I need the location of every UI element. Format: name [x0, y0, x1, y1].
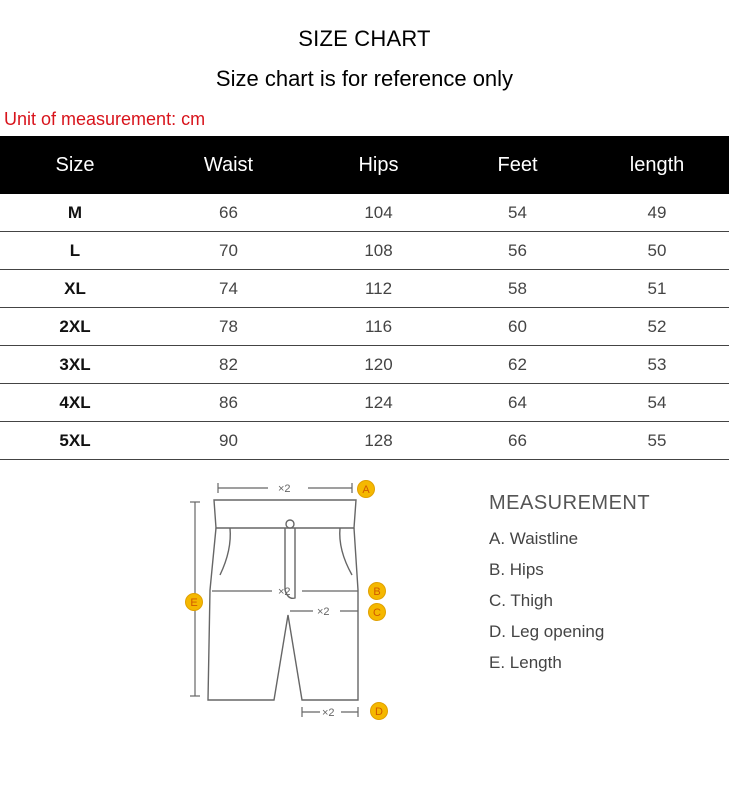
cell-hips: 120: [307, 346, 450, 384]
legend-item-leg-opening: D. Leg opening: [489, 622, 605, 641]
waistband-shape: [214, 500, 356, 528]
column-header-size: Size: [0, 136, 150, 194]
table-row: [0, 308, 729, 346]
table-row: [0, 384, 729, 422]
cell-size: M: [0, 194, 150, 232]
table-row: [0, 194, 729, 232]
cell-hips: 128: [307, 422, 450, 460]
size-table: [0, 136, 729, 460]
cell-waist: 86: [150, 384, 307, 422]
column-header-length: length: [585, 136, 729, 194]
right-pocket-line: [340, 528, 352, 575]
table-row: [0, 232, 729, 270]
cell-hips: 116: [307, 308, 450, 346]
cell-hips: 112: [307, 270, 450, 308]
button-shape: [286, 520, 294, 528]
cell-waist: 90: [150, 422, 307, 460]
cell-hips: 124: [307, 384, 450, 422]
svg-text:B: B: [373, 586, 381, 598]
table-row: [0, 422, 729, 460]
cell-waist: 78: [150, 308, 307, 346]
cell-feet: 66: [450, 422, 585, 460]
marker-d: [371, 703, 388, 720]
shorts-diagram: [180, 470, 410, 730]
cell-waist: 74: [150, 270, 307, 308]
cell-feet: 62: [450, 346, 585, 384]
cell-feet: 60: [450, 308, 585, 346]
svg-text:C: C: [373, 607, 381, 619]
legend-item-hips: B. Hips: [489, 560, 544, 579]
marker-c: [369, 604, 386, 621]
cell-length: 54: [585, 384, 729, 422]
legend-title: MEASUREMENT: [489, 492, 651, 514]
cell-length: 55: [585, 422, 729, 460]
column-header-hips: Hips: [307, 136, 450, 194]
cell-feet: 54: [450, 194, 585, 232]
legend-item-length: E. Length: [489, 653, 562, 672]
column-header-feet: Feet: [450, 136, 585, 194]
cell-size: 4XL: [0, 384, 150, 422]
legend-item-thigh: C. Thigh: [489, 591, 553, 610]
svg-text:D: D: [375, 706, 383, 718]
cell-feet: 56: [450, 232, 585, 270]
cell-hips: 108: [307, 232, 450, 270]
cell-size: L: [0, 232, 150, 270]
table-row: [0, 346, 729, 384]
table-row: [0, 270, 729, 308]
page-title: SIZE CHART: [298, 26, 431, 51]
cell-waist: 66: [150, 194, 307, 232]
cell-length: 49: [585, 194, 729, 232]
unit-note: Unit of measurement: cm: [4, 109, 206, 129]
cell-waist: 82: [150, 346, 307, 384]
cell-feet: 58: [450, 270, 585, 308]
cell-hips: 104: [307, 194, 450, 232]
svg-text:A: A: [362, 484, 370, 496]
column-header-waist: Waist: [150, 136, 307, 194]
marker-e: [186, 594, 203, 611]
cell-size: 2XL: [0, 308, 150, 346]
cell-size: XL: [0, 270, 150, 308]
svg-text:E: E: [190, 597, 198, 609]
cell-size: 3XL: [0, 346, 150, 384]
measurement-legend: [489, 492, 650, 684]
page-subtitle: Size chart is for reference only: [215, 66, 514, 91]
leg-multiplier-text: ×2: [322, 707, 335, 719]
cell-length: 51: [585, 270, 729, 308]
thigh-multiplier-text: ×2: [317, 606, 330, 618]
waist-multiplier-text: ×2: [278, 483, 291, 495]
cell-feet: 64: [450, 384, 585, 422]
cell-length: 52: [585, 308, 729, 346]
cell-length: 50: [585, 232, 729, 270]
cell-size: 5XL: [0, 422, 150, 460]
cell-length: 53: [585, 346, 729, 384]
hips-multiplier-text: ×2: [278, 586, 291, 598]
marker-a: [358, 481, 375, 498]
table-header-row: [0, 136, 729, 194]
legend-item-waistline: A. Waistline: [489, 529, 579, 548]
shorts-outline: [208, 528, 358, 700]
marker-b: [369, 583, 386, 600]
left-pocket-line: [220, 528, 230, 575]
cell-waist: 70: [150, 232, 307, 270]
